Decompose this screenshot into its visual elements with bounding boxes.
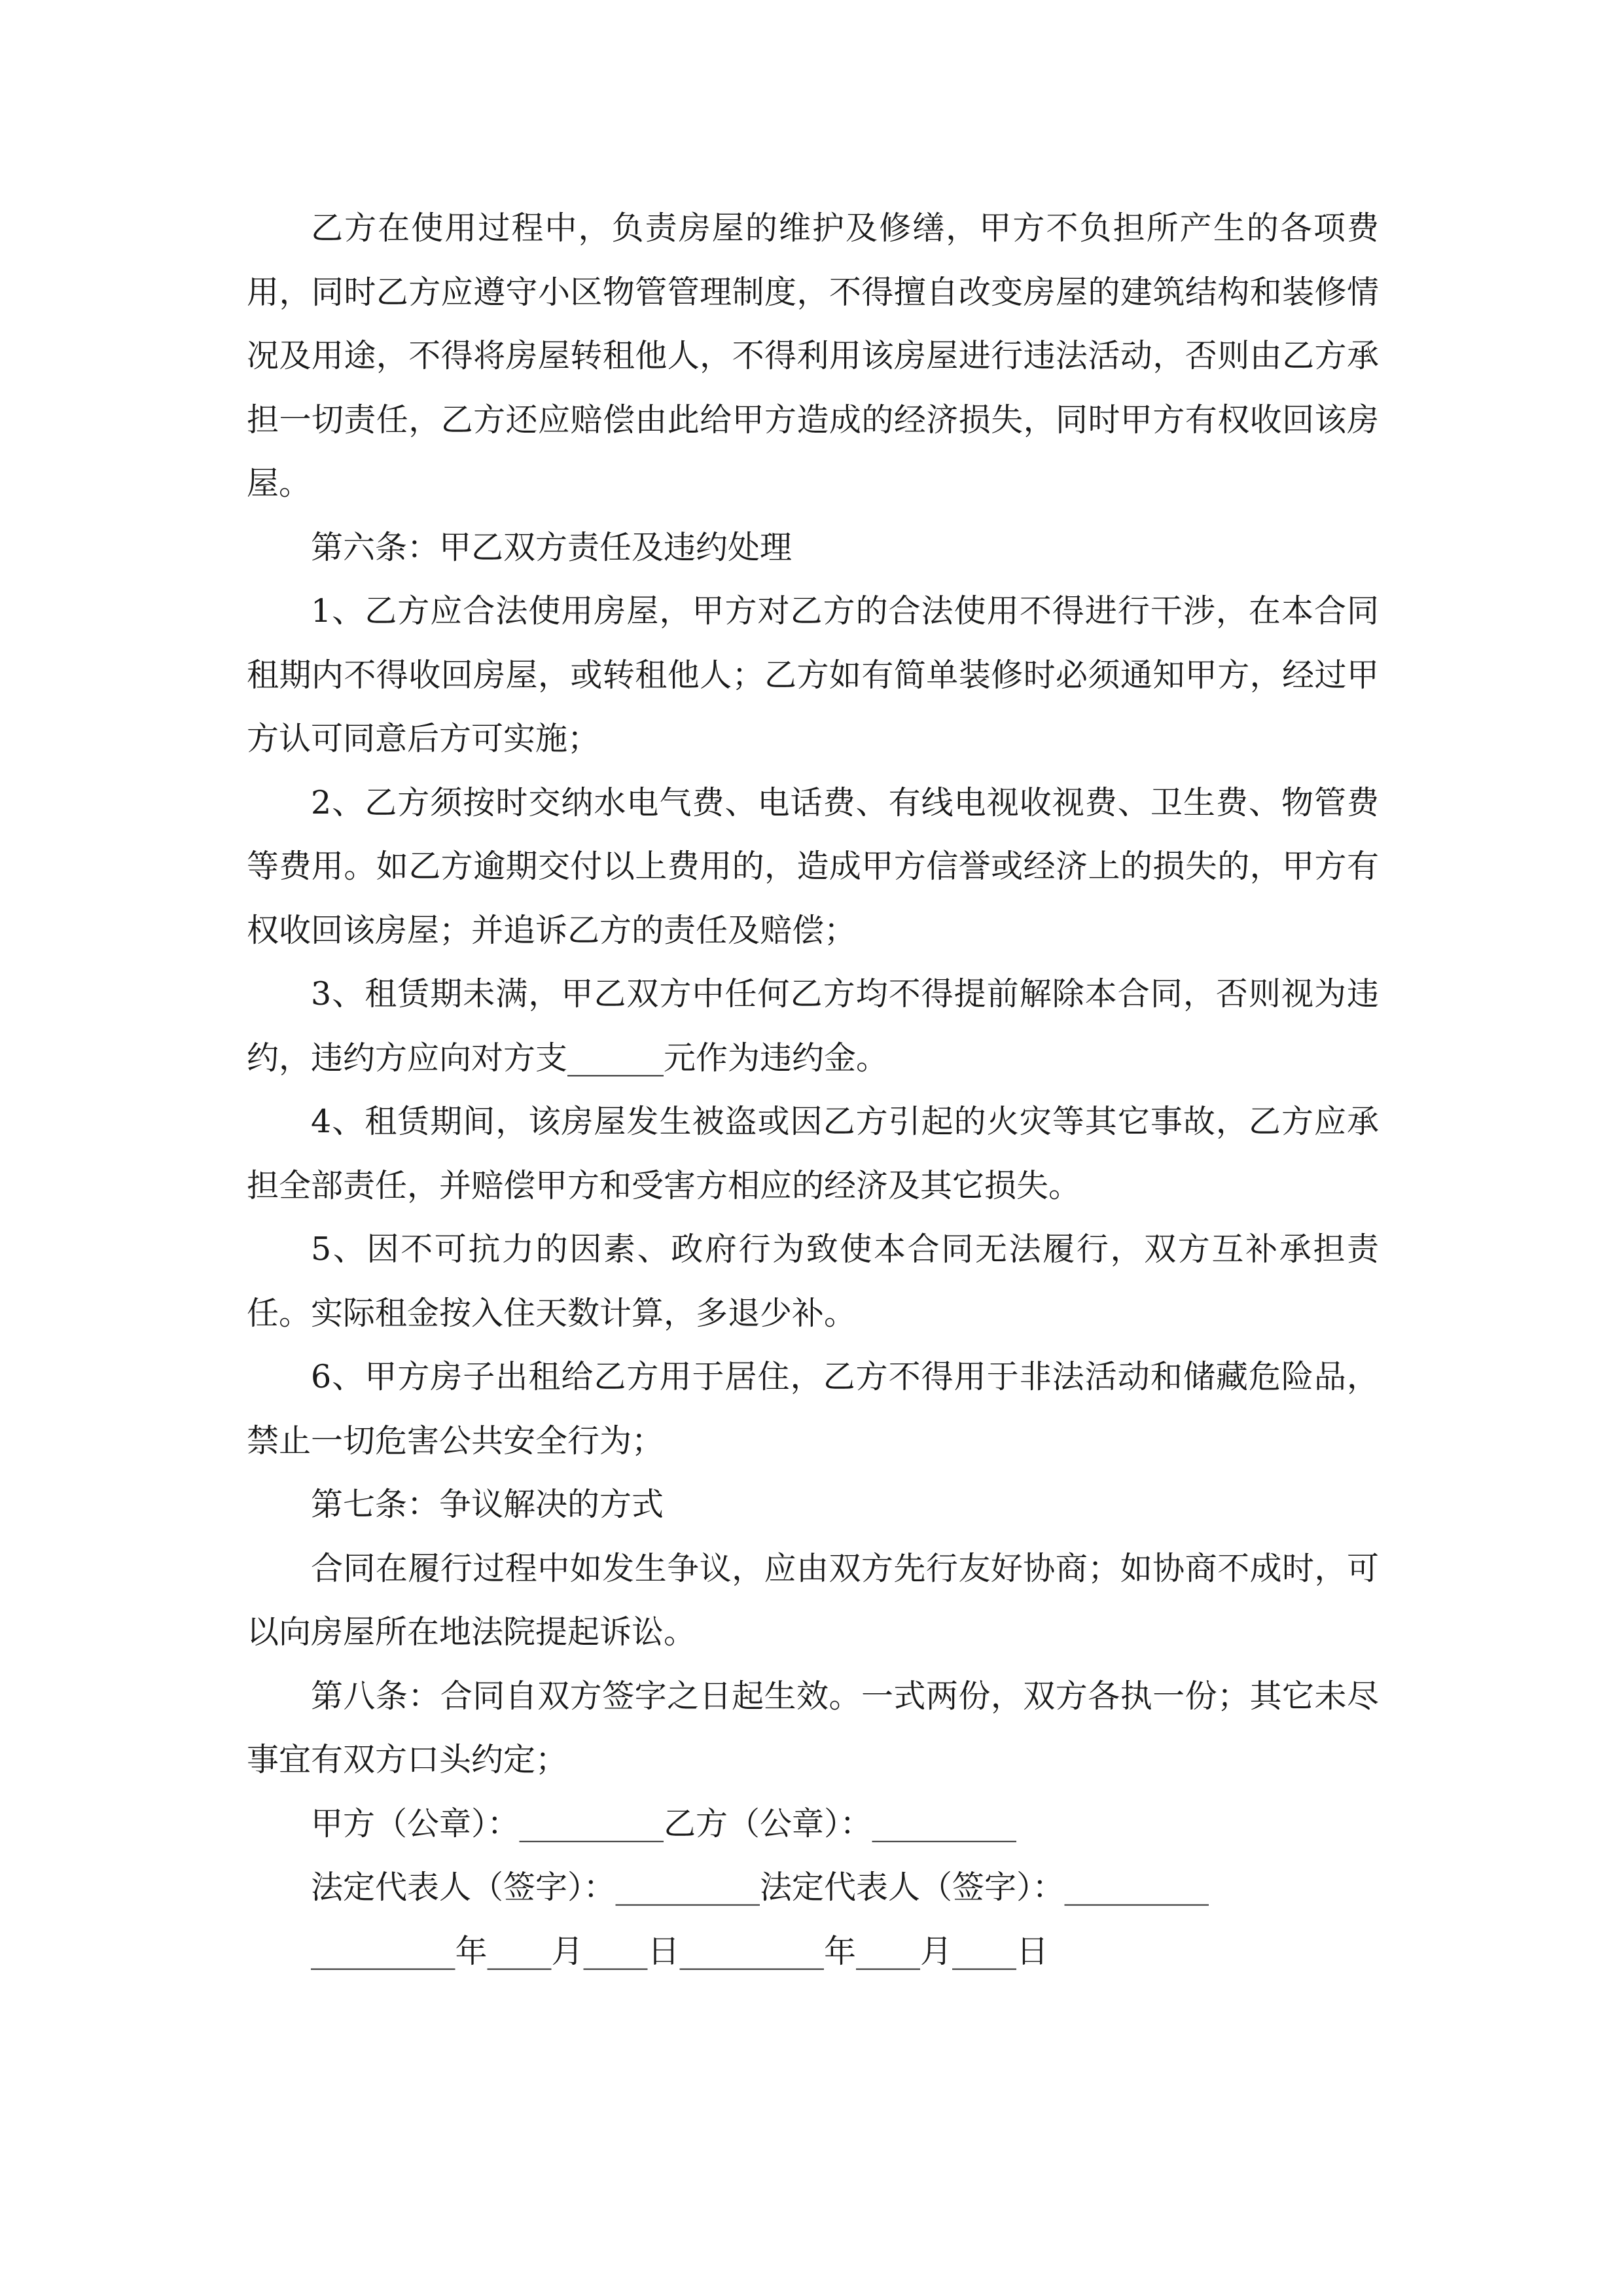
signature-representative-line: 法定代表人（签字）：_________法定代表人（签字）：_________	[311, 1869, 1209, 1906]
signature-date-line: _________年____月____日_________年____月____日	[311, 1932, 1048, 1970]
signature-seal-line: 甲方（公章）：_________乙方（公章）：_________	[311, 1804, 1017, 1842]
clause-6-3: 3、租赁期未满，甲乙双方中任何乙方均不得提前解除本合同，否则视为违约，违约方应向对方支______元作为违约金。	[247, 975, 1379, 1077]
clause-6-5: 5、因不可抗力的因素、政府行为致使本合同无法履行，双方互补承担责任。实际租金按入住天数计算，多退少补。	[247, 1230, 1379, 1332]
contract-body	[247, 196, 1379, 1983]
paragraph-dispute-resolution: 合同在履行过程中如发生争议，应由双方先行友好协商；如协商不成时，可以向房屋所在地法院提起诉讼。	[247, 1549, 1379, 1651]
clause-6-1: 1、乙方应合法使用房屋，甲方对乙方的合法使用不得进行干涉，在本合同租期内不得收回房屋，或转租他人；乙方如有简单装修时必须通知甲方，经过甲方认可同意后方可实施；	[247, 592, 1379, 757]
paragraph-usage-maintenance: 乙方在使用过程中，负责房屋的维护及修缮，甲方不负担所产生的各项费用，同时乙方应遵守小区物管管理制度，不得擅自改变房屋的建筑结构和装修情况及用途，不得将房屋转租他人，不得利用该房屋进行违法活动，否则由乙方承担一切责任，乙方还应赔偿由此给甲方造成的经济损失，同时甲方有权收回该房屋。	[247, 209, 1379, 502]
heading-article-6: 第六条：甲乙双方责任及违约处理	[311, 528, 793, 566]
heading-article-7: 第七条：争议解决的方式	[311, 1486, 664, 1523]
clause-6-2: 2、乙方须按时交纳水电气费、电话费、有线电视收视费、卫生费、物管费等费用。如乙方逾期交付以上费用的，造成甲方信誉或经济上的损失的，甲方有权收回该房屋；并追诉乙方的责任及赔偿；	[247, 783, 1379, 949]
clause-6-6: 6、甲方房子出租给乙方用于居住，乙方不得用于非法活动和储藏危险品，禁止一切危害公共安全行为；	[247, 1358, 1379, 1460]
paragraph-article-8: 第八条：合同自双方签字之日起生效。一式两份，双方各执一份；其它未尽事宜有双方口头约定；	[247, 1677, 1379, 1778]
clause-6-4: 4、租赁期间，该房屋发生被盗或因乙方引起的火灾等其它事故，乙方应承担全部责任，并赔偿甲方和受害方相应的经济及其它损失。	[247, 1103, 1379, 1204]
